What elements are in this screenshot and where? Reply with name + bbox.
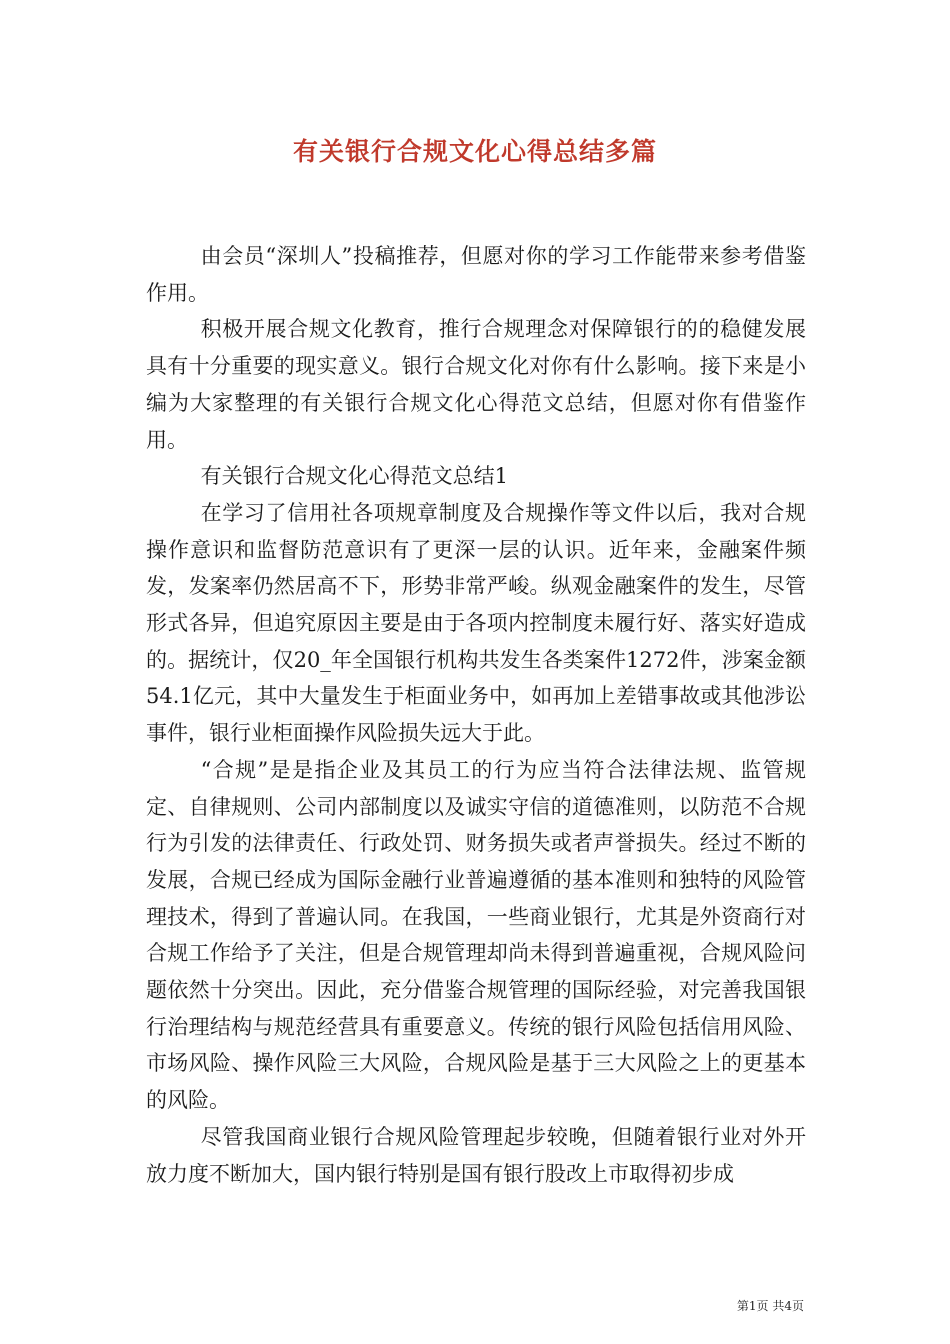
paragraph-body: 在学习了信用社各项规章制度及合规操作等文件以后，我对合规操作意识和监督防范意识有了更深一层的认识。近年来，金融案件频发，发案率仍然居高不下，形势非常严峻。纵观金融案件的发生，尽管形式各异，但追究原因主要是由于各项内控制度未履行好、落实好造成的。据统计，仅20_年全国银行机构共发生各类案件1272件，涉案金额54.1亿元，其中大量发生于柜面业务中，如再加上差错事故或其他涉讼事件，银行业柜面操作风险损失远大于此。: [146, 500, 806, 746]
paragraph-body: “合规”是是指企业及其员工的行为应当符合法律法规、监管规定、自律规则、公司内部制度以及诚实守信的道德准则，以防范不合规行为引发的法律责任、行政处罚、财务损失或者声誉损失。经过不断的发展，合规已经成为国际金融行业普遍遵循的基本准则和独特的风险管理技术，得到了普遍认同。在我国，一些商业银行，尤其是外资商行对合规工作给予了关注，但是合规管理却尚未得到普遍重视，合规风险问题依然十分突出。因此，充分借鉴合规管理的国际经验，对完善我国银行治理结构与规范经营具有重要意义。传统的银行风险包括信用风险、市场风险、操作风险三大风险，合规风险是基于三大风险之上的更基本的风险。: [146, 757, 806, 1113]
paragraph-summary: 积极开展合规文化教育，推行合规理念对保障银行的的稳健发展具有十分重要的现实意义。银行合规文化对你有什么影响。接下来是小编为大家整理的有关银行合规文化心得范文总结，但愿对你有借鉴作用。: [146, 317, 806, 452]
document-body: [146, 238, 806, 1192]
page-number: 第1页 共4页: [736, 1299, 804, 1313]
document-title: 有关银行合规文化心得总结多篇: [292, 137, 657, 166]
paragraph-intro: 由会员“深圳人”投稿推荐，但愿对你的学习工作能带来参考借鉴作用。: [146, 244, 806, 305]
paragraph-body: 尽管我国商业银行合规风险管理起步较晚，但随着银行业对外开放力度不断加大，国内银行特别是国有银行股改上市取得初步成: [146, 1124, 806, 1186]
section-heading: 有关银行合规文化心得范文总结1: [200, 464, 508, 489]
